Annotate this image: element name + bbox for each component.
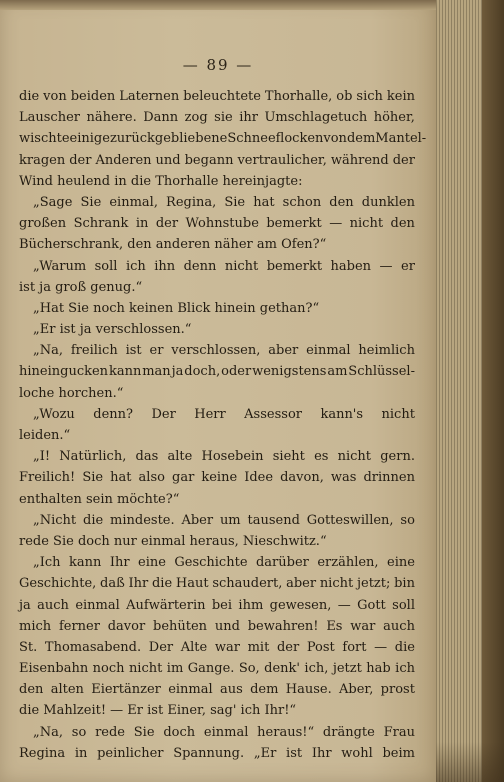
text-word: jetzt; [356,576,391,592]
text-word: Aber [181,512,214,528]
text-word: einmal [306,343,351,359]
text-word: „I! [33,449,51,465]
text-word: noch [92,661,125,677]
text-word: die [83,512,104,528]
page-top-edge [0,0,436,10]
text-word: Sie [133,724,155,740]
text-word: und [214,618,240,634]
text-word: kragen [19,152,66,168]
text-word: „Na, [33,724,63,740]
text-word: Geschichte [174,555,248,571]
book-spine [482,0,504,782]
text-word: Der [148,639,174,655]
text-word: in [74,745,88,761]
text-word: die [151,576,173,592]
text-word: wenigstens [252,364,327,380]
text-line [19,298,415,319]
text-word: Freilich! [19,470,76,486]
text-word: beleuchtete [183,89,261,104]
text-word: ist [125,343,142,359]
text-word: der [276,639,300,655]
text-word: bemerkt [266,216,322,232]
text-word: er [401,258,415,274]
text-line [19,319,415,340]
text-word: die [394,639,415,655]
text-word: davor [107,618,146,634]
text-word: Der [151,406,176,422]
text-line-content: Wind heulend in die Thorhalle hereinjagte: [19,173,303,189]
text-word: einmal [203,724,249,740]
text-word: gern. [380,449,415,465]
text-word: heimlich [358,343,415,359]
text-word: Laternen [119,89,180,104]
text-word: hat [110,470,132,486]
text-word: beiden [70,89,116,104]
text-line [19,171,415,192]
text-word: Ihr [128,576,149,592]
text-line [19,234,415,255]
text-word: „Wozu [33,406,75,422]
text-line [19,573,415,594]
text-word: Gott [357,597,386,613]
text-word: so [400,512,415,528]
text-word: in [135,216,149,232]
text-word: soll [94,258,118,274]
text-word: gar [172,470,195,486]
text-word: kann's [320,406,364,422]
text-word: — [374,639,388,655]
text-word: hab [366,661,391,677]
text-word: der [155,216,179,232]
text-word: aber [286,576,317,592]
text-line [19,213,415,234]
text-line [19,658,415,679]
text-word: ferner [58,618,100,634]
text-line [19,150,415,171]
text-word: schaudert, [212,576,283,592]
text-word: heraus!“ [257,724,315,740]
text-word: sie [214,110,233,126]
text-line-content: die Mahlzeit! — Er ist Einer, sag' ich Ihr!“ [19,703,297,719]
text-word: doch, [184,364,221,380]
text-word: bewahren! [247,618,319,634]
text-line [19,531,415,552]
text-word: vertraulicher, [237,152,327,168]
text-word: den [329,194,354,210]
text-word: bemerkt [266,258,323,274]
text-word: so [71,724,87,740]
text-word: war [350,618,376,634]
text-word: eine [138,555,166,571]
text-word: ich [395,661,415,677]
text-word: Herr [194,406,226,422]
text-line-content: ist ja groß genug.“ [19,279,143,295]
text-word: Schlüssel- [348,364,415,380]
text-word: um [219,512,241,528]
text-word: drinnen [363,470,415,486]
text-word: daß [100,576,125,592]
text-word: Sie [82,470,104,486]
text-line [19,489,415,510]
text-word: wohl [341,745,373,761]
text-word: zog [184,110,208,126]
text-word: freilich [70,343,118,359]
text-word: rede [95,724,125,740]
text-word: Lauscher [19,110,80,126]
text-word: — [337,597,351,613]
text-word: St. [19,639,38,655]
page-number: — 89 — [182,56,254,74]
text-word: ja [171,364,184,380]
text-word: Es [326,618,343,634]
page-text [19,86,427,764]
text-word: man [142,364,171,380]
text-line [19,128,427,149]
text-line-content: leiden.“ [19,428,71,443]
text-line-content: Bücherschrank, den anderen näher am Ofen?“ [19,237,327,253]
text-word: soll [392,597,415,613]
text-word: fort [342,639,367,655]
text-word: „Er [253,745,277,761]
text-word: keine [201,470,238,486]
text-word: sich [356,89,383,104]
text-line [19,595,415,616]
text-line [19,722,415,743]
text-word: Wohnstube [185,216,259,232]
text-word: im [166,661,184,677]
text-word: Gange. [187,661,235,677]
text-word: mich [19,618,52,634]
text-word: denk' [264,661,300,677]
text-word: nicht [381,406,415,422]
text-line [19,446,415,467]
text-word: Ihr [109,555,130,571]
text-word: ich, [304,661,329,677]
text-word: bin [394,576,415,592]
text-word: hineingucken [19,364,109,380]
text-word: schon [282,194,322,210]
text-line [19,404,415,425]
text-word: Gotteswillen, [306,512,394,528]
text-word: oder [221,364,252,380]
text-line-content: loche horchen.“ [19,385,124,401]
text-word: Assessor [244,406,302,422]
text-word: Sie [224,194,246,210]
text-word: der [69,152,92,168]
text-word: eine [387,555,415,571]
text-word: Mantel- [375,131,427,147]
text-word: doch [163,724,196,740]
text-word: den [19,682,44,698]
edge-shadow [436,742,504,782]
text-word: Thorhalle, [264,89,333,104]
text-word: wischte [19,131,70,147]
text-line [19,510,415,531]
text-word: Idee [244,470,274,486]
text-word: höher, [373,110,415,126]
text-word: von [43,89,67,104]
text-word: also [138,470,165,486]
text-word: Schneeflocken [227,131,324,147]
text-word: der [392,152,415,168]
text-word: jetzt [332,661,362,677]
text-word: Hause. [285,682,332,698]
text-line-content: enthalten sein möchte?“ [19,491,180,507]
text-word: mit [247,639,270,655]
text-word: den [390,216,415,232]
text-word: aber [268,343,299,359]
text-word: ihn [154,258,176,274]
text-word: „Nicht [33,512,77,528]
text-word: zurückgebliebene [109,131,228,147]
text-word: Frau [383,724,415,740]
text-line [19,192,415,213]
text-word: drängte [322,724,375,740]
text-word: ob [336,89,353,104]
text-word: und [155,152,181,168]
text-word: was [330,470,357,486]
text-word: davon, [280,470,324,486]
text-word: am [327,364,348,380]
text-word: Regina, [166,194,217,210]
text-word: dem [250,682,279,698]
text-word: prost [380,682,415,698]
text-line [19,256,415,277]
text-word: Geschichte, [19,576,97,592]
text-word: ihr [239,110,258,126]
text-line [19,86,415,107]
text-word: Natürlich, [59,449,127,465]
text-word: „Warum [33,258,87,274]
text-word: nähere. [86,110,137,126]
text-word: Post [306,639,335,655]
text-word: beim [382,745,415,761]
text-word: — [329,216,343,232]
text-word: begann [184,152,234,168]
text-word: einmal [168,682,213,698]
text-word: von [323,131,347,147]
text-word: alten [50,682,84,698]
text-word: hat [253,194,275,210]
text-word: — [379,258,393,274]
text-word: das [135,449,159,465]
text-line [19,277,415,298]
text-line [19,467,415,488]
text-word: verschlossen, [171,343,261,359]
text-word: Haut [175,576,209,592]
text-word: nicht [128,661,163,677]
text-word: ich [125,258,146,274]
text-word: kann [68,555,102,571]
text-word: Aufwärterin [126,597,206,613]
text-line [19,700,415,721]
text-word: dem [346,131,376,147]
text-word: Regina [19,745,66,761]
text-word: kann [108,364,142,380]
text-word: denn [183,258,217,274]
text-word: die [19,89,40,104]
text-line-content: rede Sie doch nur einmal heraus, Nieschwitz.“ [19,533,327,549]
text-word: „Sage [33,194,73,210]
text-word: mindeste. [110,512,175,528]
text-line-content: „Er ist ja verschlossen.“ [33,322,192,338]
text-word: peinlicher [97,745,164,761]
text-line [19,616,415,637]
text-word: Eiertänzer [91,682,161,698]
text-word: Umschlagetuch [264,110,368,126]
text-word: So, [238,661,260,677]
text-word: einmal [75,597,120,613]
text-word: gewesen, [269,597,332,613]
text-word: tausend [247,512,300,528]
text-word: behüten [153,618,208,634]
text-word: war [214,639,240,655]
text-word: es [314,449,329,465]
text-word: Aber, [339,682,374,698]
text-line-content: „Hat Sie noch keinen Blick hinein gethan?“ [33,300,320,316]
text-word: Sie [80,194,102,210]
text-word: nicht [349,216,384,232]
text-word: großen [19,216,67,232]
text-word: ja [19,597,31,613]
text-word: während [330,152,389,168]
text-word: Spannung. [173,745,245,761]
text-word: auch [383,618,415,634]
text-line [19,383,415,404]
text-word: erzählen, [317,555,379,571]
text-word: haben [330,258,372,274]
text-word: Alte [180,639,208,655]
text-word: darüber [255,555,309,571]
text-word: Eisenbahn [19,661,89,677]
text-word: ihm [238,597,264,613]
text-word: nicht [337,449,372,465]
text-word: einige [69,131,110,147]
text-word: bei [211,597,233,613]
text-word: denn? [93,406,133,422]
text-word: Hosebein [201,449,264,465]
text-word: dunklen [361,194,415,210]
text-word: Schrank [73,216,129,232]
text-line [19,552,415,573]
text-word: einmal, [109,194,158,210]
text-word: auch [37,597,69,613]
text-word: Thomasabend. [44,639,142,655]
text-word: kein [386,89,415,104]
text-line [19,340,415,361]
text-line [19,107,415,128]
text-word: aus [219,682,243,698]
text-word: alte [167,449,193,465]
text-word: Dann [143,110,179,126]
text-line [19,679,415,700]
text-word: nicht [319,576,354,592]
text-word: nicht [224,258,259,274]
text-word: Ihr [311,745,332,761]
text-word: „Na, [33,343,63,359]
text-line [19,637,415,658]
text-word: „Ich [33,555,61,571]
text-word: Anderen [95,152,152,168]
text-word: sieht [272,449,305,465]
text-word: ist [286,745,303,761]
text-word: er [149,343,164,359]
text-line [19,425,415,446]
text-line [19,361,415,382]
text-line [19,743,415,764]
